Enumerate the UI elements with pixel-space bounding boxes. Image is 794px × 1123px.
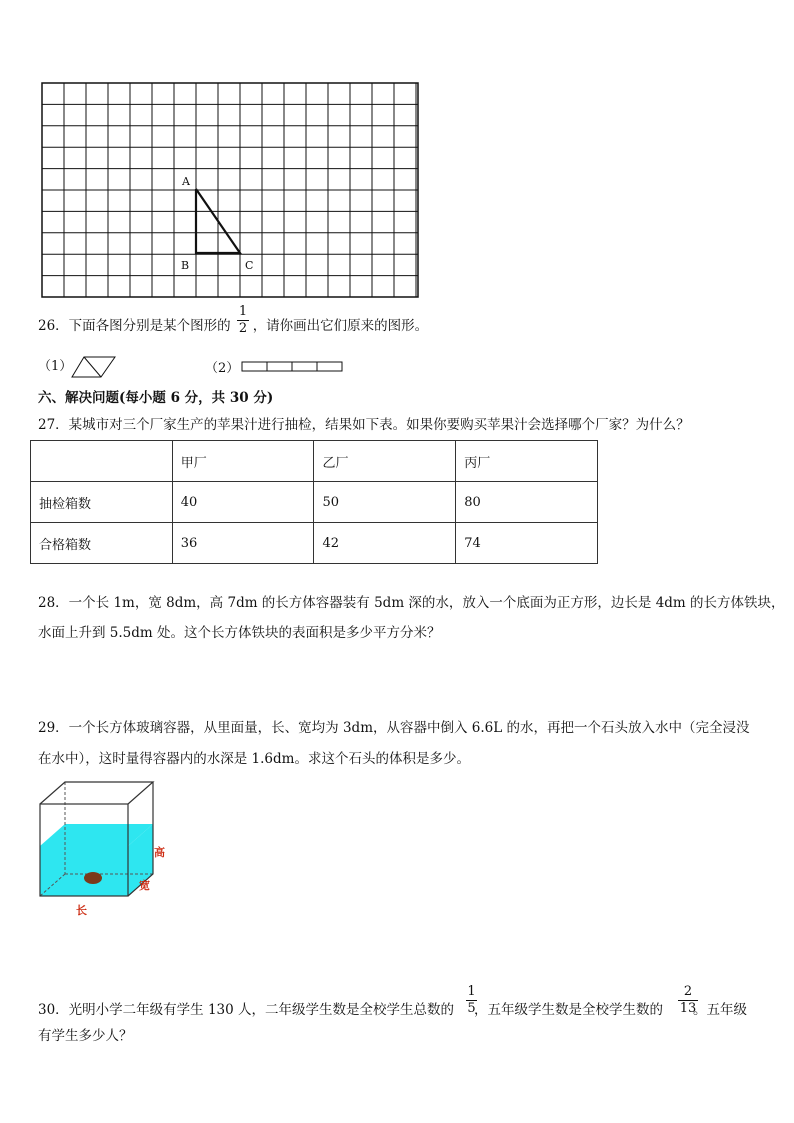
table-cell: 50 (314, 482, 456, 523)
table-cell: 74 (456, 523, 598, 564)
q27-table (30, 440, 598, 564)
question-30-line1 (38, 995, 747, 1025)
table-header-row (31, 441, 598, 482)
q26-prefix: 26．下面各图分别是某个图形的 (38, 318, 231, 334)
stone (84, 872, 102, 884)
strip-half-shape (240, 360, 344, 374)
point-b-label: B (181, 259, 190, 272)
table-cell: 乙厂 (314, 441, 456, 482)
question-29-line2: 在水中），这时量得容器内的水深是 1.6dm。求这个石头的体积是多少。 (38, 751, 470, 767)
table-cell: 丙厂 (456, 441, 598, 482)
table-cell: 36 (172, 523, 314, 564)
label-height: 高 (154, 846, 165, 859)
label-width: 宽 (139, 879, 150, 892)
table-cell: 甲厂 (172, 441, 314, 482)
table-cell: 80 (456, 482, 598, 523)
glass-container-figure (36, 778, 176, 918)
q26-item1 (38, 355, 72, 374)
point-a-label: A (182, 175, 190, 188)
q26-suffix: ，请你画出它们原来的图形。 (252, 318, 429, 334)
q26-item2-label: （2） (205, 361, 240, 376)
parallelogram-half-shape (70, 355, 118, 379)
table-row (31, 523, 598, 564)
question-29-line1: 29．一个长方体玻璃容器，从里面量，长、宽均为 3dm，从容器中倒入 6.6L 的水，再把一个石头放入水中（完全浸没 (38, 720, 750, 736)
question-26 (38, 311, 428, 341)
section-6-title: 六、解决问题(每小题 6 分，共 30 分) (38, 390, 274, 406)
q26-item2 (205, 357, 239, 376)
label-length: 长 (76, 904, 87, 917)
water-front (40, 846, 128, 896)
q30-middle: ，五年级学生数是全校学生数的 (474, 1002, 664, 1018)
table-cell: 42 (314, 523, 456, 564)
question-27: 27．某城市对三个厂家生产的苹果汁进行抽检，结果如下表。如果你要购买苹果汁会选择哪个厂家？为什么？ (38, 417, 690, 433)
grid-figure (40, 82, 420, 300)
q26-fraction: 1 2 (238, 304, 248, 336)
point-c-label: C (245, 259, 254, 272)
question-30-line2: 有学生多少人？ (38, 1028, 133, 1044)
table-cell: 合格箱数 (31, 523, 173, 564)
q30-prefix: 30．光明小学二年级有学生 130 人，二年级学生数是全校学生总数的 (38, 1002, 455, 1018)
q26-item1-label: （1） (38, 359, 73, 374)
table-cell: 40 (172, 482, 314, 523)
table-row (31, 482, 598, 523)
question-28-line1: 28．一个长 1m，宽 8dm，高 7dm 的长方体容器装有 5dm 深的水，放入一个底面为正方形，边长是 4dm 的长方体铁块， (38, 595, 785, 611)
q30-fraction-1: 1 5 (467, 984, 476, 1016)
q30-suffix: 。五年级 (693, 1002, 748, 1018)
q30-fraction-2: 2 13 (679, 984, 697, 1016)
table-cell: 抽检箱数 (31, 482, 173, 523)
table-cell (31, 441, 173, 482)
grid-svg (40, 82, 420, 300)
question-28-line2: 水面上升到 5.5dm 处。这个长方体铁块的表面积是多少平方分米？ (38, 625, 441, 641)
